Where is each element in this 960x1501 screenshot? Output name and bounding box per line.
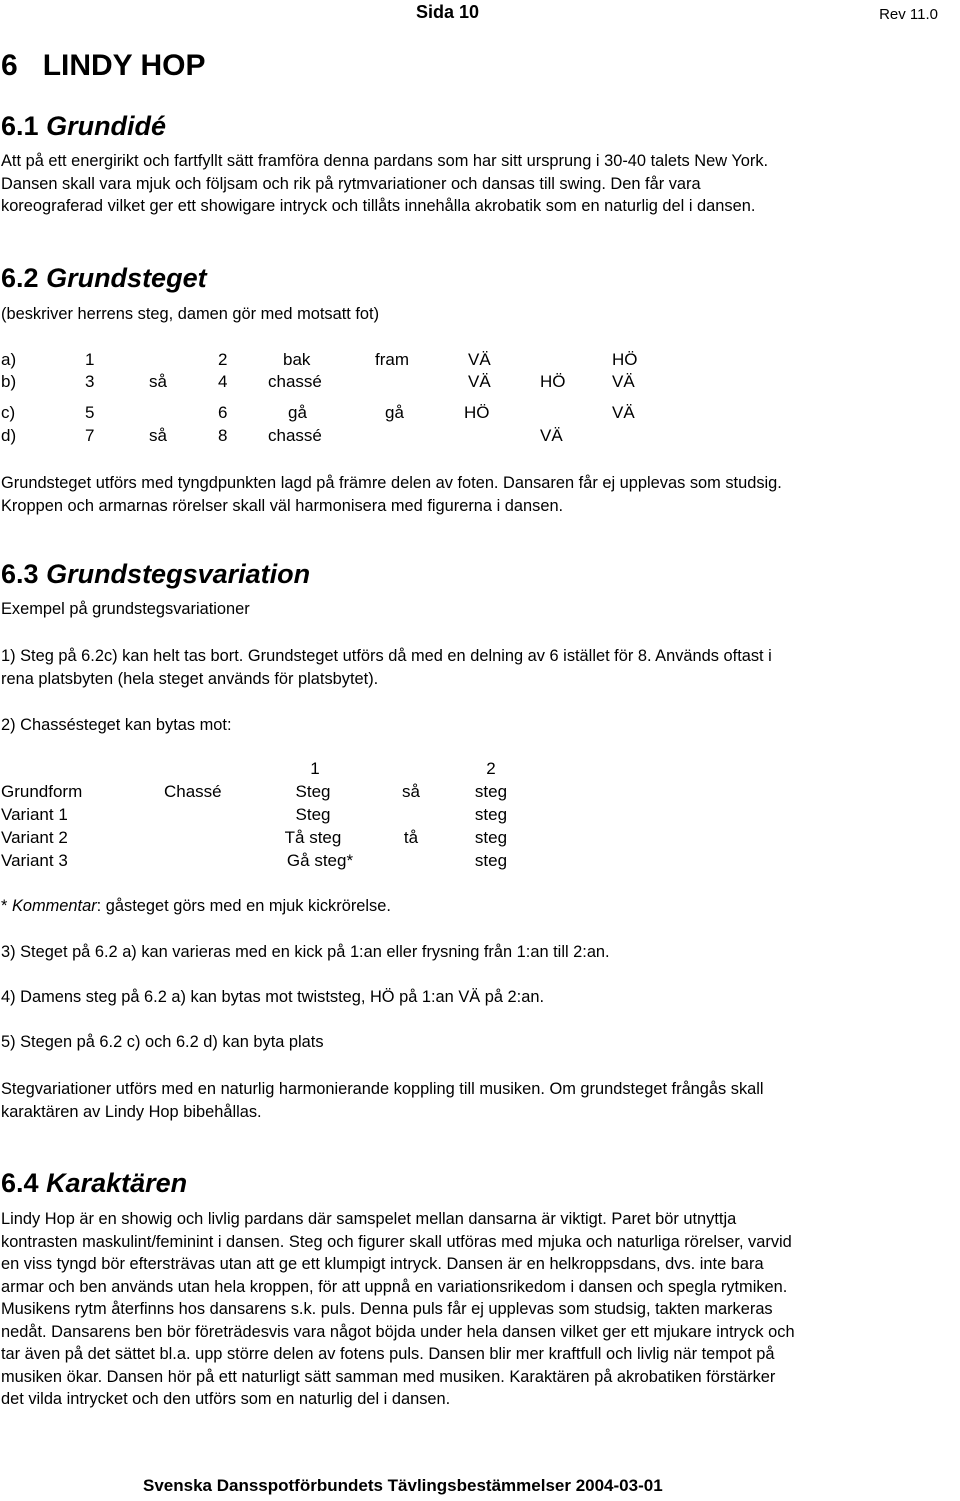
step-1: Steg xyxy=(295,782,331,801)
count-1: 3 xyxy=(85,372,95,391)
foot-3: VÄ xyxy=(612,372,635,391)
text-line: Att på ett energirikt och fartfyllt sätt framföra denna pardans som har sitt ursprung i 30-40 talets New York. xyxy=(1,152,769,170)
text-line: nedåt. Dansarens ben bör företrädesvis vara något böjda under hela dansen vilket ger ett mjukare intryck och xyxy=(1,1322,795,1341)
section-6-3-heading xyxy=(1,559,310,590)
section-6-2-intro: (beskriver herrens steg, damen gör med motsatt fot) xyxy=(1,305,380,323)
variant-name: Variant 2 xyxy=(1,828,68,847)
variation-item-4: 4) Damens steg på 6.2 a) kan bytas mot twiststeg, HÖ på 1:an VÄ på 2:an. xyxy=(1,988,544,1006)
row-label: c) xyxy=(1,403,16,422)
mid-word: tå xyxy=(403,828,419,847)
text-line: kontrasten maskulint/feminint i dansen. Steg och figurer skall utföras med mjuka och naturliga rörelser, varvid xyxy=(1,1232,792,1251)
comment-label: Kommentar xyxy=(11,897,97,915)
text-line: Kroppen och armarnas rörelser skall väl harmonisera med figurerna i dansen. xyxy=(1,496,564,515)
page-number: Sida 10 xyxy=(416,2,480,22)
section-6-1-body xyxy=(1,150,959,218)
comment-note xyxy=(1,895,391,918)
foot-1: VÄ xyxy=(468,350,491,369)
step-1: Tå steg xyxy=(284,828,342,847)
row-label: a) xyxy=(1,350,17,369)
so-word: så xyxy=(149,372,167,391)
variation-item-5: 5) Stegen på 6.2 c) och 6.2 d) kan byta plats xyxy=(1,1033,324,1051)
direction: gå xyxy=(385,403,404,422)
section-title: Grundidé xyxy=(46,111,167,141)
section-6-3-closing xyxy=(1,1078,959,1123)
step-type: gå xyxy=(288,403,307,422)
text-line: Musikens rytm återfinns hos dansarens s.k. puls. Denna puls får ej upplevas som studsig, takten markeras xyxy=(1,1300,773,1318)
section-6-2-heading xyxy=(1,263,207,294)
variant-name: Grundform xyxy=(1,782,83,801)
text-line: Stegvariationer utförs med en naturlig harmonierande koppling till musiken. Om grundsteget frångås skall xyxy=(1,1080,764,1098)
section-number: 6.4 xyxy=(1,1168,39,1198)
step-1: Gå steg* xyxy=(286,851,354,870)
section-6-4-body xyxy=(1,1208,959,1411)
section-6-2-body xyxy=(1,472,959,517)
count-2: 2 xyxy=(218,350,228,369)
foot-2: HÖ xyxy=(540,372,566,391)
step-2: steg xyxy=(474,805,508,824)
row-label: b) xyxy=(1,372,17,391)
text-line: musiken ökar. Dansen hör på ett naturligt sätt samman med musiken. Karaktären på akrobatiken förstärker xyxy=(1,1367,776,1386)
text-line: Dansen skall vara mjuk och följsam och rik på rytmvariationer och dansas till swing. Den får vara xyxy=(1,174,701,193)
text-line: det vilda intrycket och den utförs som en naturlig del i dansen. xyxy=(1,1390,451,1408)
text-line: tar även på det sättet bl.a. upp större delen av fotens puls. Dansen blir mer kraftfull och livlig när tempot på xyxy=(1,1345,775,1363)
step-type: chassé xyxy=(268,372,322,391)
variation-item-3: 3) Steget på 6.2 a) kan varieras med en kick på 1:an eller frysning från 1:an till 2:an. xyxy=(1,943,610,961)
section-title: Karaktären xyxy=(46,1168,188,1198)
variation-item-1 xyxy=(1,645,959,690)
variant-name: Variant 3 xyxy=(1,851,68,870)
comment-text: : gåsteget görs med en mjuk kickrörelse. xyxy=(96,897,391,915)
section-title: Grundstegsvariation xyxy=(46,559,311,589)
text-line: karaktären av Lindy Hop bibehållas. xyxy=(1,1102,262,1121)
section-6-3-intro: Exempel på grundstegsvariationer xyxy=(1,600,250,618)
step-type: bak xyxy=(283,350,311,369)
text-line: en viss tyngd bör eftersträvas utan att ge ett klumpigt intryck. Dansen är en helkroppsdans, dvs. inte bara xyxy=(1,1255,764,1273)
text-line: 1) Steg på 6.2c) kan helt tas bort. Grundsteget utförs då med en delning av 6 istället för 8. Används oftast i xyxy=(1,647,772,665)
so-word: så xyxy=(149,426,167,445)
text-line: Grundsteget utförs med tyngdpunkten lagd på främre delen av foten. Dansaren får ej upplevas som studsig. xyxy=(1,474,782,492)
text-line: armar och ben används utan hela kroppen, för att uppnå en variationsrikedom i dansen och spegla rytmiken. xyxy=(1,1277,788,1296)
count-2: 6 xyxy=(218,403,228,422)
step-type: chassé xyxy=(268,426,322,445)
section-number: 6.1 xyxy=(1,111,39,141)
section-6-4-heading xyxy=(1,1168,187,1199)
comment-prefix: * xyxy=(1,897,12,915)
foot-1: VÄ xyxy=(468,372,491,391)
step-2: steg xyxy=(474,782,508,801)
page-footer: Svenska Dansspotförbundets Tävlingsbestämmelser 2004-03-01 xyxy=(143,1476,663,1495)
foot-3: VÄ xyxy=(612,403,635,422)
variant-type: Chassé xyxy=(164,782,222,801)
step-1: Steg xyxy=(295,805,331,824)
text-line: koreograferad vilket ger ett showigare intryck och tillåts innehålla akrobatik som en naturlig del i dansen. xyxy=(1,197,756,215)
section-title: Grundsteget xyxy=(46,263,207,293)
count-2: 4 xyxy=(218,372,228,391)
row-label: d) xyxy=(1,426,17,445)
foot-2: VÄ xyxy=(540,426,563,445)
count-1: 1 xyxy=(85,350,95,369)
section-number: 6.3 xyxy=(1,559,39,589)
column-header-1: 1 xyxy=(310,759,320,778)
text-line: Lindy Hop är en showig och livlig pardans där samspelet mellan dansarna är viktigt. Paret bör utnyttja xyxy=(1,1210,737,1228)
step-2: steg xyxy=(474,828,508,847)
mid-word: så xyxy=(402,782,420,801)
variant-name: Variant 1 xyxy=(1,805,68,824)
foot-1: HÖ xyxy=(464,403,490,422)
count-2: 8 xyxy=(218,426,228,445)
column-header-2: 2 xyxy=(486,759,496,778)
section-number: 6.2 xyxy=(1,263,39,293)
variation-item-2: 2) Chassésteget kan bytas mot: xyxy=(1,716,232,734)
count-1: 7 xyxy=(85,426,95,445)
count-1: 5 xyxy=(85,403,95,422)
revision-label: Rev 11.0 xyxy=(879,6,938,23)
text-line: rena platsbyten (hela steget används för platsbytet). xyxy=(1,669,379,688)
foot-3: HÖ xyxy=(612,350,638,369)
chapter-title: 6 LINDY HOP xyxy=(1,49,206,82)
section-6-1-heading xyxy=(1,111,166,142)
step-2: steg xyxy=(474,851,508,870)
direction: fram xyxy=(375,350,409,369)
